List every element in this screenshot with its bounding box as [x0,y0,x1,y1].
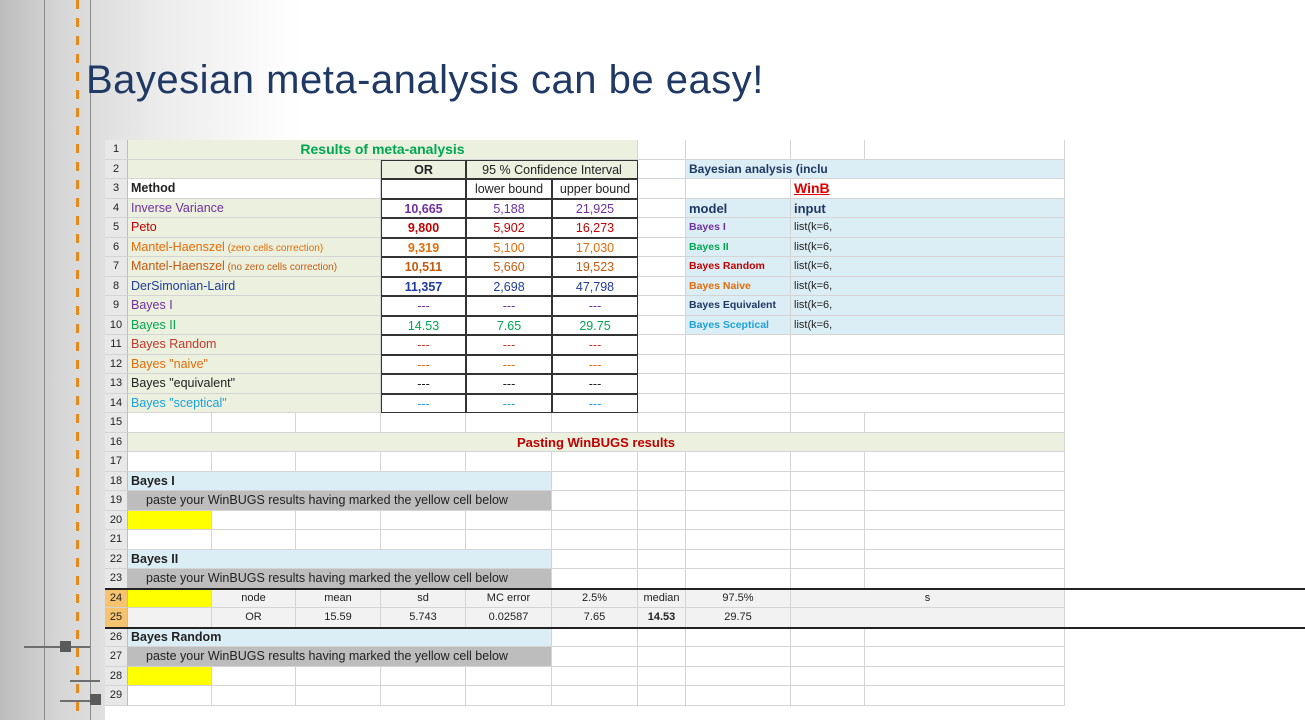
or-value[interactable]: 9,319 [381,238,466,258]
empty-cell[interactable] [638,277,686,297]
method-name[interactable] [128,355,381,375]
empty-cell[interactable] [791,413,865,433]
empty-cell[interactable] [686,355,791,375]
or-value[interactable]: 10,665 [381,199,466,219]
decor-bar-2 [70,680,100,682]
empty-cell[interactable] [552,686,638,706]
sheet-row-18 [105,472,1305,492]
empty-cell[interactable] [791,569,865,589]
empty-cell[interactable] [865,140,1065,160]
empty-cell[interactable] [381,530,466,550]
empty-cell[interactable] [381,413,466,433]
empty-cell[interactable] [552,413,638,433]
empty-cell[interactable] [638,238,686,258]
method-label: Peto [131,220,157,234]
paste-instruction[interactable]: paste your WinBUGS results having marked the yellow cell below [128,569,552,589]
method-label: Bayes II [131,317,177,332]
empty-cell[interactable] [638,140,686,160]
row-number: 29 [105,686,128,706]
empty-cell[interactable] [865,647,1065,667]
empty-cell[interactable] [466,667,552,687]
empty-cell[interactable] [381,511,466,531]
bayes-model-input[interactable]: list(k=6, [791,277,1065,297]
empty-cell[interactable] [638,452,686,472]
bayes-model-name[interactable]: Bayes II [686,238,791,258]
sheet-row-9 [105,296,1305,316]
row-number: 5 [105,218,128,238]
row-number: 15 [105,413,128,433]
method-label: Bayes "naive" [131,356,208,371]
lower-bound-value[interactable]: 5,660 [466,257,552,277]
empty-cell[interactable] [865,628,1065,648]
sheet-row-6 [105,238,1305,258]
sheet-row-22 [105,550,1305,570]
upper-bound-value[interactable]: 29.75 [552,316,638,336]
row-number: 26 [105,628,128,648]
upper-bound-value[interactable]: --- [552,296,638,316]
row-number: 20 [105,511,128,531]
ci-header[interactable]: 95 % Confidence Interval [466,160,638,180]
row-number: 1 [105,140,128,160]
paste-target-cell[interactable] [128,667,212,687]
empty-cell[interactable] [212,413,296,433]
sheet-row-27 [105,647,1305,667]
method-name[interactable] [128,199,381,219]
empty-cell[interactable] [865,491,1065,511]
section-label[interactable]: Bayes II [128,550,552,570]
upper-bound-value[interactable]: --- [552,335,638,355]
empty-cell[interactable] [638,355,686,375]
empty-cell[interactable] [638,491,686,511]
decor-knob-2 [90,694,101,705]
sheet-row-13 [105,374,1305,394]
sheet-row-4 [105,199,1305,219]
row-number: 9 [105,296,128,316]
row-number: 25 [105,608,128,628]
empty-cell[interactable] [552,472,638,492]
empty-cell[interactable] [128,608,212,628]
empty-cell[interactable] [791,530,865,550]
empty-cell[interactable] [638,530,686,550]
stats-value-cell[interactable]: 5.743 [381,608,466,628]
empty-cell[interactable] [791,452,865,472]
bayes-model-name[interactable]: Bayes Random [686,257,791,277]
left-rule-inner [90,0,91,720]
method-name[interactable] [128,257,381,277]
empty-cell[interactable] [638,394,686,414]
stats-header-cell[interactable]: median [638,589,686,609]
pasting-header[interactable]: Pasting WinBUGS results [128,433,1065,453]
empty-cell[interactable] [381,667,466,687]
sheet-row-7 [105,257,1305,277]
empty-cell[interactable] [638,686,686,706]
empty-cell[interactable] [552,569,638,589]
method-label: Mantel-Haenszel [131,239,225,254]
stats-header-cell[interactable]: 97.5% [686,589,791,609]
empty-cell[interactable] [865,452,1065,472]
empty-cell[interactable] [865,667,1065,687]
empty-cell[interactable] [638,316,686,336]
method-label: Bayes "equivalent" [131,376,236,390]
row-number: 21 [105,530,128,550]
stats-value-cell[interactable]: 29.75 [686,608,791,628]
lower-bound-value[interactable]: 5,902 [466,218,552,238]
empty-cell[interactable] [686,686,791,706]
bayes-model-name[interactable]: Bayes Naive [686,277,791,297]
empty-cell[interactable] [466,452,552,472]
empty-cell[interactable] [686,628,791,648]
row-number: 16 [105,433,128,453]
method-name[interactable] [128,238,381,258]
row-number: 6 [105,238,128,258]
lower-bound-value[interactable]: --- [466,296,552,316]
empty-cell[interactable] [686,550,791,570]
upper-bound-header[interactable]: upper bound [552,179,638,199]
or-value[interactable]: 9,800 [381,218,466,238]
method-note: (no zero cells correction) [224,262,338,273]
winbugs-link[interactable]: WinB [791,179,1065,199]
decor-bar-1 [24,646,90,648]
stats-value-cell[interactable]: 14.53 [638,608,686,628]
or-value[interactable]: --- [381,355,466,375]
or-value[interactable]: --- [381,335,466,355]
upper-bound-value[interactable]: 16,273 [552,218,638,238]
decor-knob-1 [60,641,71,652]
empty-cell[interactable] [686,413,791,433]
row-number: 13 [105,374,128,394]
empty-cell[interactable] [865,413,1065,433]
empty-cell[interactable] [638,413,686,433]
bayes-model-input[interactable]: list(k=6, [791,316,1065,336]
stats-header-cell[interactable]: sd [381,589,466,609]
sheet-row-28 [105,667,1305,687]
or-value[interactable]: --- [381,394,466,414]
upper-bound-value[interactable]: --- [552,394,638,414]
empty-cell[interactable] [791,472,865,492]
left-rule-outer [44,0,45,720]
empty-cell[interactable] [686,647,791,667]
input-header[interactable]: input [791,199,1065,219]
sheet-row-1 [105,140,1305,160]
empty-cell[interactable] [686,511,791,531]
or-header-blank[interactable] [381,179,466,199]
empty-cell[interactable] [638,296,686,316]
empty-cell[interactable] [466,511,552,531]
empty-cell[interactable] [638,569,686,589]
empty-cell[interactable] [552,491,638,511]
method-name[interactable] [128,374,381,394]
stats-value-cell[interactable]: OR [212,608,296,628]
lower-bound-value[interactable]: 5,100 [466,238,552,258]
row-number: 10 [105,316,128,336]
empty-cell[interactable] [212,452,296,472]
bayes-model-name[interactable]: Bayes Equivalent [686,296,791,316]
empty-cell[interactable] [686,374,791,394]
bayes-model-name[interactable]: Bayes I [686,218,791,238]
or-value[interactable]: 14.53 [381,316,466,336]
empty-cell[interactable] [466,686,552,706]
empty-cell[interactable] [791,686,865,706]
stats-header-cell[interactable]: 2.5% [552,589,638,609]
empty-cell[interactable] [638,179,686,199]
upper-bound-value[interactable]: --- [552,374,638,394]
lower-bound-value[interactable]: 2,698 [466,277,552,297]
sheet-row-20 [105,511,1305,531]
spreadsheet[interactable] [105,140,931,720]
empty-cell[interactable] [791,394,1065,414]
section-label[interactable]: Bayes Random [128,628,552,648]
empty-cell[interactable] [552,511,638,531]
row-number: 4 [105,199,128,219]
method-name[interactable] [128,277,381,297]
paste-instruction[interactable]: paste your WinBUGS results having marked the yellow cell below [128,647,552,667]
lower-bound-value[interactable]: 5,188 [466,199,552,219]
empty-cell[interactable] [865,550,1065,570]
empty-cell[interactable] [686,569,791,589]
empty-cell[interactable] [638,647,686,667]
row-number: 27 [105,647,128,667]
sheet-row-3 [105,179,1305,199]
row-number: 11 [105,335,128,355]
empty-cell[interactable] [686,530,791,550]
empty-cell[interactable] [212,686,296,706]
method-header[interactable]: Method [128,179,381,199]
empty-cell[interactable] [638,550,686,570]
empty-cell[interactable] [552,628,638,648]
stats-header-cell[interactable]: node [212,589,296,609]
bayes-model-input[interactable]: list(k=6, [791,257,1065,277]
empty-cell[interactable] [791,647,865,667]
bayes-model-input[interactable]: list(k=6, [791,218,1065,238]
row-number: 3 [105,179,128,199]
method-name[interactable] [128,394,381,414]
empty-cell[interactable] [296,413,381,433]
empty-cell[interactable] [865,511,1065,531]
or-header[interactable]: OR [381,160,466,180]
empty-cell[interactable] [865,686,1065,706]
empty-cell[interactable] [552,647,638,667]
sheet-row-25 [105,608,1305,628]
stats-value-cell[interactable]: 15.59 [296,608,381,628]
empty-cell[interactable] [638,335,686,355]
sheet-row-26 [105,628,1305,648]
empty-cell[interactable] [791,608,1065,628]
empty-cell[interactable] [212,667,296,687]
upper-bound-value[interactable]: --- [552,355,638,375]
method-note: (zero cells correction) [224,242,324,254]
method-name[interactable] [128,218,381,238]
or-value[interactable]: 11,357 [381,277,466,297]
bayes-model-name[interactable]: Bayes Sceptical [686,316,791,336]
paste-target-cell[interactable] [128,589,212,609]
sheet-row-24 [105,589,1305,609]
empty-cell[interactable] [865,472,1065,492]
stats-header-cell[interactable]: s [791,589,1065,609]
bayes-panel-title[interactable]: Bayesian analysis (inclu [686,160,1065,180]
empty-cell[interactable] [466,413,552,433]
empty-cell[interactable] [212,511,296,531]
method-name[interactable] [128,316,381,336]
method-name[interactable] [128,335,381,355]
stats-header-cell[interactable]: mean [296,589,381,609]
bayes-model-input[interactable]: list(k=6, [791,238,1065,258]
row-number: 2 [105,160,128,180]
row-number: 7 [105,257,128,277]
empty-cell[interactable] [686,394,791,414]
model-header[interactable]: model [686,199,791,219]
sheet-row-17 [105,452,1305,472]
sheet-row-15 [105,413,1305,433]
sheet-row-21 [105,530,1305,550]
empty-cell[interactable] [296,452,381,472]
lower-bound-value[interactable]: --- [466,394,552,414]
empty-cell[interactable] [296,667,381,687]
empty-cell[interactable] [686,179,791,199]
empty-cell[interactable] [296,530,381,550]
empty-cell[interactable] [686,667,791,687]
orange-dashed-rule [76,0,79,720]
empty-cell[interactable] [686,335,791,355]
row-number: 28 [105,667,128,687]
sheet-row-19 [105,491,1305,511]
empty-cell[interactable] [638,257,686,277]
method-label: DerSimonian-Laird [131,278,236,293]
stats-block-rule [105,588,1305,590]
lower-bound-value[interactable]: --- [466,355,552,375]
empty-cell[interactable] [638,667,686,687]
lower-bound-value[interactable]: 7.65 [466,316,552,336]
row-number: 12 [105,355,128,375]
sheet-row-23 [105,569,1305,589]
empty-cell[interactable] [791,140,865,160]
row-number: 14 [105,394,128,414]
empty-cell[interactable] [791,628,865,648]
method-label: Inverse Variance [131,200,224,215]
sheet-row-11 [105,335,1305,355]
method-label: Bayes Random [131,337,217,351]
empty-cell[interactable] [686,140,791,160]
stats-value-cell[interactable]: 7.65 [552,608,638,628]
lower-bound-header[interactable]: lower bound [466,179,552,199]
empty-cell[interactable] [638,472,686,492]
row-number: 22 [105,550,128,570]
upper-bound-value[interactable]: 21,925 [552,199,638,219]
empty-cell[interactable] [791,374,1065,394]
sheet-row-10 [105,316,1305,336]
paste-target-cell[interactable] [128,511,212,531]
empty-cell[interactable] [686,452,791,472]
empty-cell[interactable] [466,530,552,550]
paste-instruction[interactable]: paste your WinBUGS results having marked the yellow cell below [128,491,552,511]
upper-bound-value[interactable]: 17,030 [552,238,638,258]
row-number: 19 [105,491,128,511]
empty-cell[interactable] [381,452,466,472]
stats-block-rule [105,627,1305,629]
upper-bound-value[interactable]: 19,523 [552,257,638,277]
empty-cell[interactable] [552,550,638,570]
empty-cell[interactable] [791,511,865,531]
or-value[interactable]: --- [381,296,466,316]
sheet-row-29 [105,686,1305,706]
row-number: 23 [105,569,128,589]
empty-cell[interactable] [128,686,212,706]
empty-cell[interactable] [686,472,791,492]
empty-cell[interactable] [296,511,381,531]
empty-cell[interactable] [638,160,686,180]
sheet-row-2 [105,160,1305,180]
row-number: 24 [105,589,128,609]
empty-cell[interactable] [212,530,296,550]
sheet-row-5 [105,218,1305,238]
empty-cell[interactable] [296,686,381,706]
row-number: 8 [105,277,128,297]
empty-cell[interactable] [638,628,686,648]
stats-header-cell[interactable]: MC error [466,589,552,609]
section-label[interactable]: Bayes I [128,472,552,492]
empty-cell[interactable] [552,530,638,550]
empty-cell[interactable] [865,569,1065,589]
empty-cell[interactable] [686,491,791,511]
results-title[interactable]: Results of meta-analysis [128,140,638,160]
empty-cell[interactable] [381,686,466,706]
lower-bound-value[interactable]: --- [466,374,552,394]
empty-cell[interactable] [791,355,1065,375]
method-label: Bayes "sceptical" [131,395,227,410]
empty-cell[interactable] [128,530,212,550]
lower-bound-value[interactable]: --- [466,335,552,355]
empty-cell[interactable] [791,491,865,511]
empty-cell[interactable] [638,511,686,531]
row-number: 18 [105,472,128,492]
empty-cell[interactable] [791,667,865,687]
slide-title: Bayesian meta-analysis can be easy! [86,58,764,102]
empty-cell[interactable] [638,218,686,238]
empty-cell[interactable] [791,335,1065,355]
header-blank[interactable] [128,160,381,180]
upper-bound-value[interactable]: 47,798 [552,277,638,297]
bayes-model-input[interactable]: list(k=6, [791,296,1065,316]
stats-value-cell[interactable]: 0.02587 [466,608,552,628]
row-number: 17 [105,452,128,472]
empty-cell[interactable] [791,550,865,570]
empty-cell[interactable] [128,413,212,433]
empty-cell[interactable] [865,530,1065,550]
empty-cell[interactable] [638,199,686,219]
or-value[interactable]: 10,511 [381,257,466,277]
empty-cell[interactable] [552,667,638,687]
method-name[interactable] [128,296,381,316]
empty-cell[interactable] [638,374,686,394]
sheet-row-14 [105,394,1305,414]
method-label: Mantel-Haenszel [131,259,225,273]
sheet-row-16 [105,433,1305,453]
empty-cell[interactable] [128,452,212,472]
or-value[interactable]: --- [381,374,466,394]
sheet-row-8 [105,277,1305,297]
method-label: Bayes I [131,298,173,312]
empty-cell[interactable] [552,452,638,472]
sheet-row-12 [105,355,1305,375]
